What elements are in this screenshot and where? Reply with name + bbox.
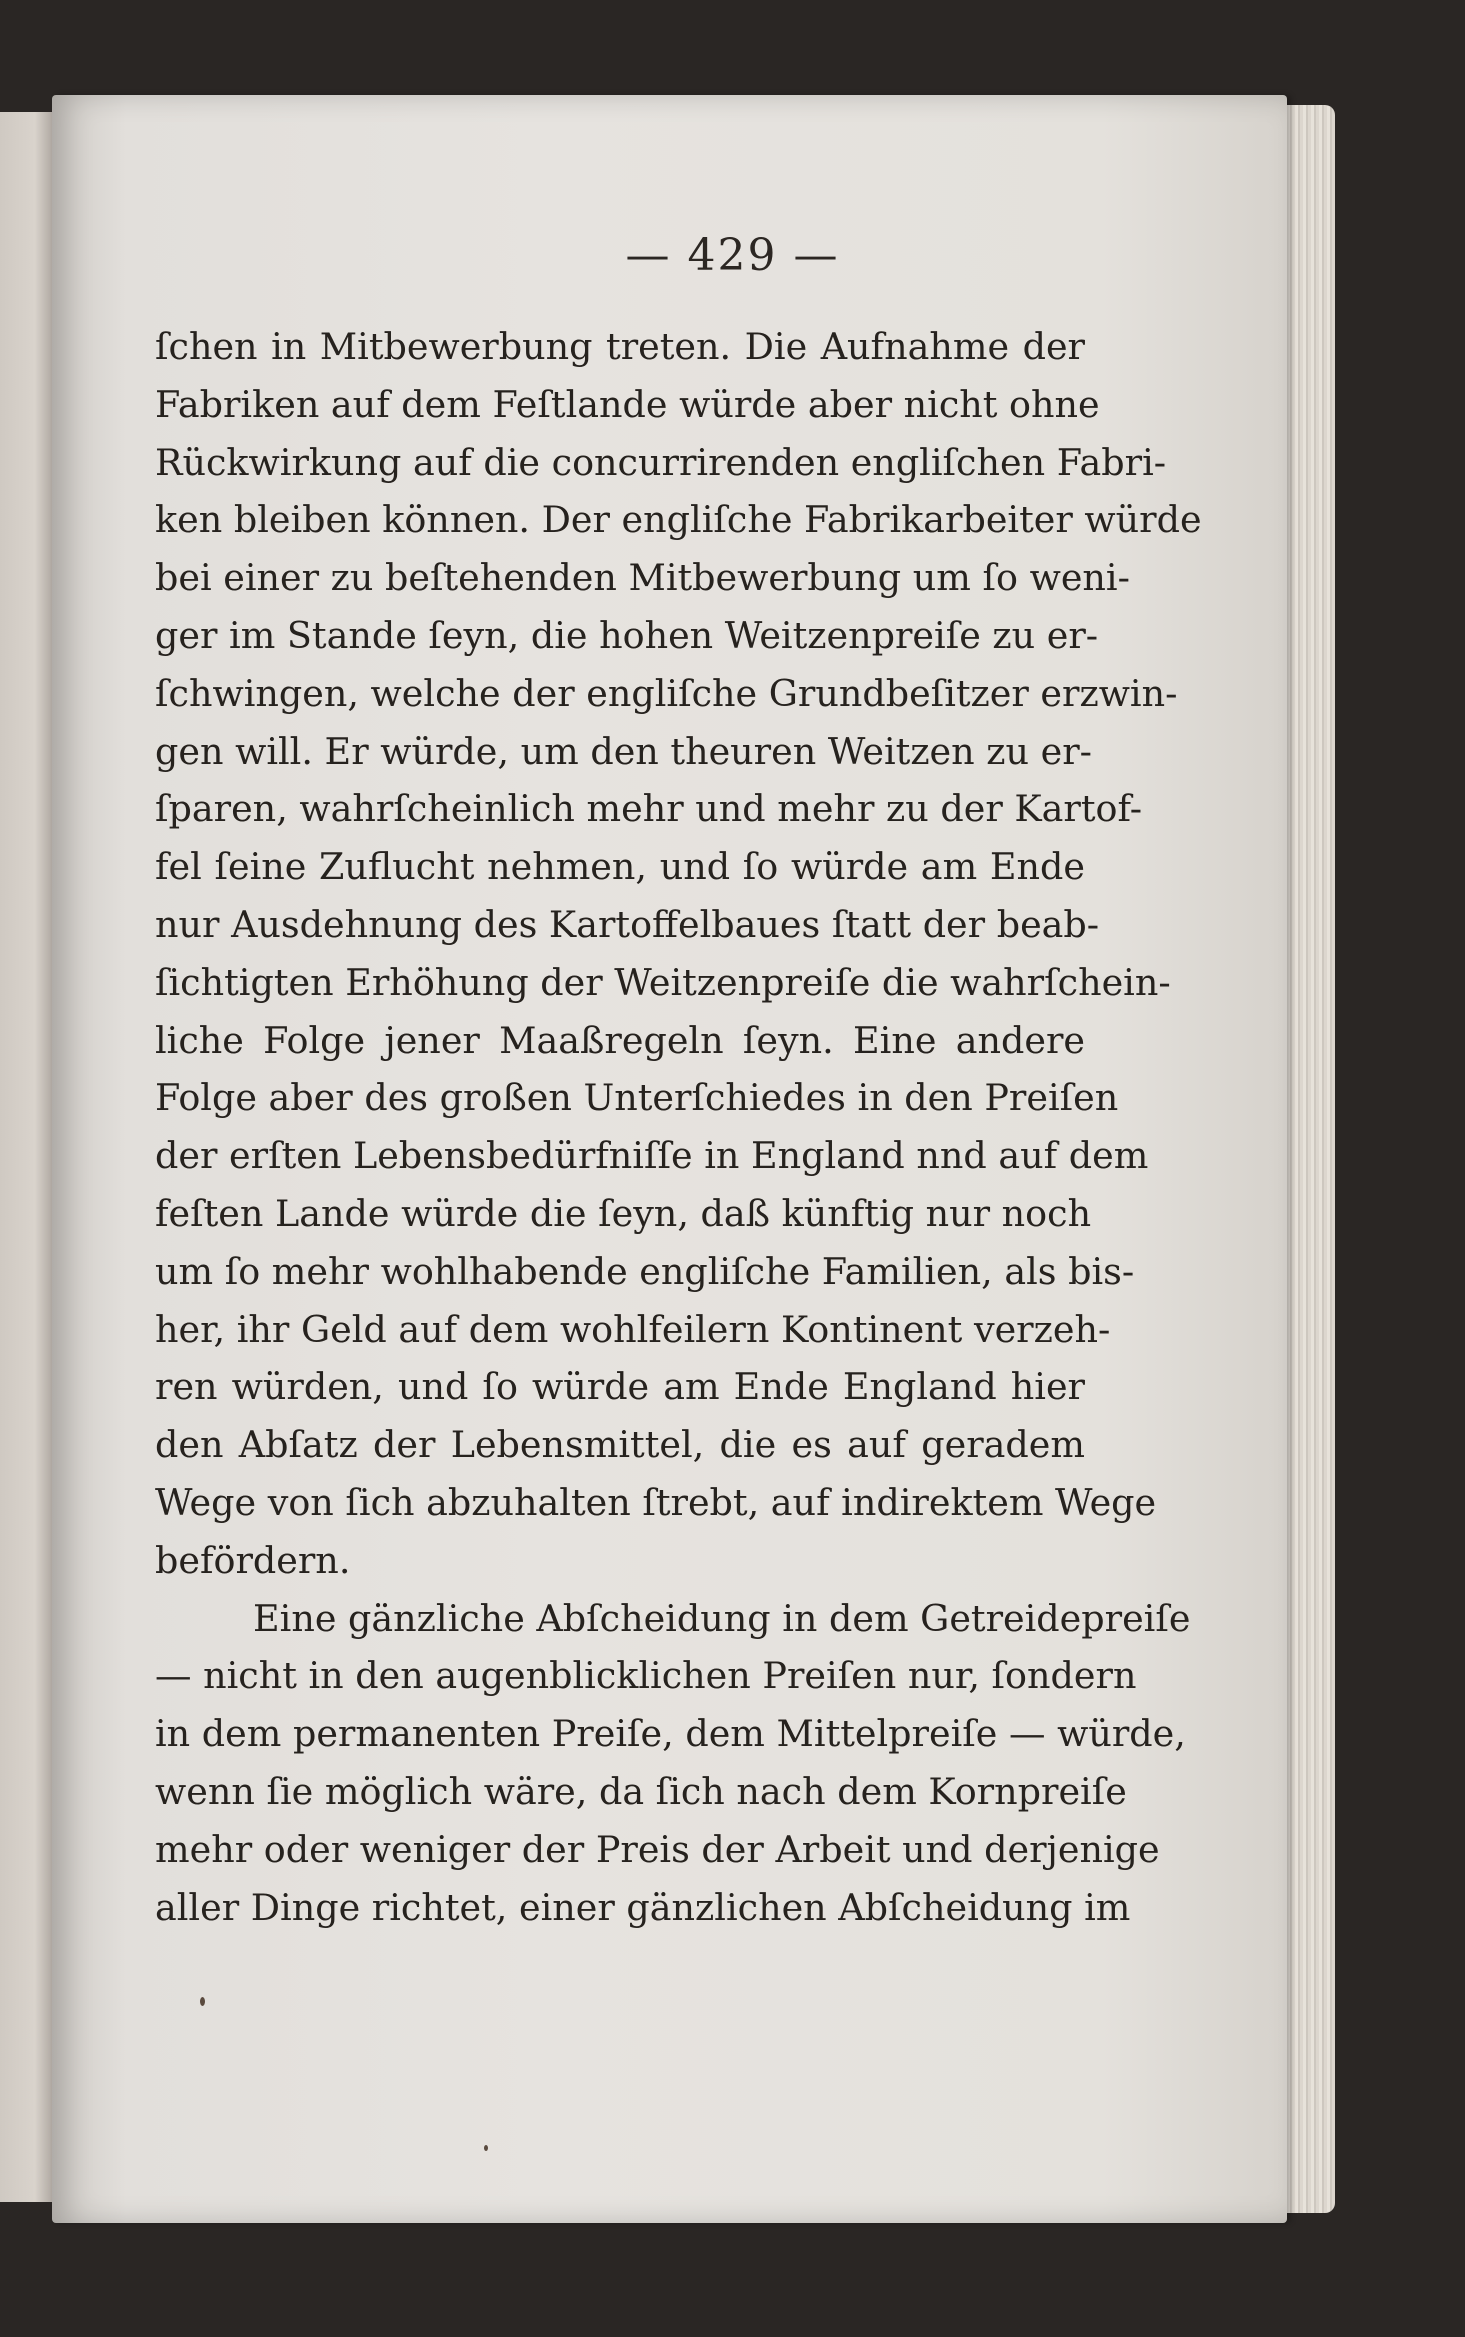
- text-line: befördern.: [155, 1538, 351, 1582]
- text-line: ſichtigten Erhöhung der Weitzenpreiſe die wahrſchein-: [155, 960, 1171, 1004]
- text-line: den Abſatz der Lebensmittel, die es auf geradem: [155, 1423, 1085, 1467]
- text-line: feſten Lande würde die ſeyn, daß künftig nur noch: [155, 1191, 1092, 1235]
- text-line: — nicht in den augenblicklichen Preiſen nur, ſondern: [155, 1654, 1137, 1698]
- text-line: wenn ſie möglich wäre, da ſich nach dem Kornpreiſe: [155, 1769, 1127, 1813]
- text-line: ken bleiben können. Der engliſche Fabrikarbeiter würde: [155, 498, 1202, 542]
- body-text: [155, 318, 1202, 1936]
- text-line: Wege von ſich abzuhalten ſtrebt, auf indirektem Wege: [155, 1480, 1157, 1524]
- text-line: ſchwingen, welche der engliſche Grundbeſitzer erzwin-: [155, 671, 1178, 715]
- text-line: mehr oder weniger der Preis der Arbeit und derjenige: [155, 1827, 1160, 1871]
- text-line: Folge aber des großen Unterſchiedes in den Preiſen: [155, 1076, 1119, 1120]
- text-line: in dem permanenten Preiſe, dem Mittelpreiſe — würde,: [155, 1712, 1186, 1756]
- text-line: her, ihr Geld auf dem wohlfeilern Kontinent verzeh-: [155, 1307, 1111, 1351]
- text-line: ſchen in Mitbewerbung treten. Die Aufnahme der: [155, 325, 1085, 368]
- text-line: ren würden, und ſo würde am Ende England hier: [155, 1365, 1085, 1409]
- text-line: nur Ausdehnung des Kartoffelbaues ſtatt der beab-: [155, 902, 1100, 946]
- page-number: — 429 —: [625, 230, 840, 281]
- text-line: gen will. Er würde, um den theuren Weitzen zu er-: [155, 729, 1092, 773]
- left-page-edge: [0, 112, 58, 2202]
- text-line: ſparen, wahrſcheinlich mehr und mehr zu der Kartof-: [155, 787, 1143, 831]
- text-line: Eine gänzliche Abſcheidung in dem Getreidepreiſe: [253, 1596, 1191, 1640]
- ink-speck: [200, 1997, 205, 2006]
- text-line: liche Folge jener Maaßregeln ſeyn. Eine andere: [155, 1018, 1085, 1062]
- text-line: um ſo mehr wohlhabende engliſche Familien, als bis-: [155, 1249, 1135, 1293]
- text-line: bei einer zu beſtehenden Mitbewerbung um ſo weni-: [155, 556, 1130, 600]
- text-line: Fabriken auf dem Feſtlande würde aber nicht ohne: [155, 382, 1100, 426]
- text-line: Rückwirkung auf die concurrirenden engliſchen Fabri-: [155, 440, 1167, 484]
- text-line: ger im Stande ſeyn, die hohen Weitzenpreiſe zu er-: [155, 613, 1099, 657]
- text-line: fel ſeine Zuflucht nehmen, und ſo würde am Ende: [155, 845, 1085, 889]
- text-line: aller Dinge richtet, einer gänzlichen Abſcheidung im: [155, 1885, 1131, 1929]
- ink-speck: [484, 2145, 488, 2151]
- text-line: der erſten Lebensbedürfniſſe in England nnd auf dem: [155, 1134, 1149, 1178]
